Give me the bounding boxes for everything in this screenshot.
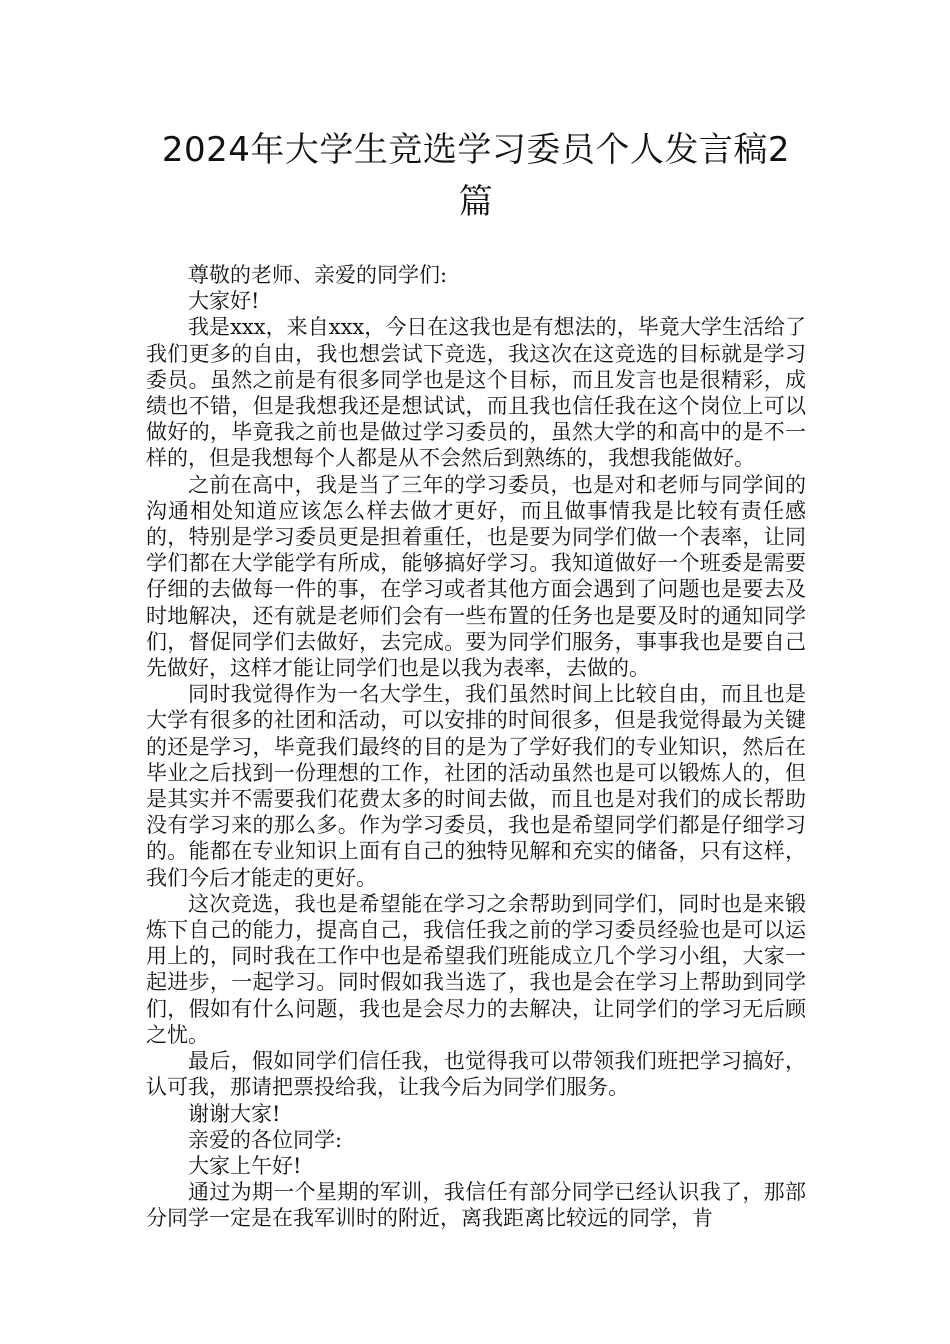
closing-thanks: 谢谢大家! [188, 1101, 281, 1126]
body-paragraph: 最后，假如同学们信任我，也觉得我可以带领我们班把学习搞好，认可我，那请把票投给我，让我今后为同学们服务。 [146, 1049, 806, 1100]
body-paragraph: 同时我觉得作为一名大学生，我们虽然时间上比较自由，而且也是大学有很多的社团和活动，可以安排的时间很多，但是我觉得最为关键的还是学习，毕竟我们最终的目的是为了学好我们的专业知识，然后在毕业之后找到一份理想的工作，社团的活动虽然也是可以锻炼人的，但是其实并不需要我们花费太多的时间去做，而且也是对我们的成长帮助没有学习来的那么多。作为学习委员，我也是希望同学们都是仔细学习的。能都在专业知识上面有自己的独特见解和充实的储备，只有这样，我们今后才能走的更好。 [146, 682, 806, 890]
salutation: 尊敬的老师、亲爱的同学们: [188, 263, 448, 287]
body-paragraph: 通过为期一个星期的军训，我信任有部分同学已经认识我了，那部分同学一定是在我军训时的附近，离我距离比较远的同学，肯 [146, 1180, 806, 1231]
document-body [146, 262, 806, 1232]
greeting: 大家好! [188, 289, 260, 314]
salutation: 亲爱的各位同学: [188, 1127, 343, 1152]
body-paragraph: 我是xxx，来自xxx，今日在这我也是有想法的，毕竟大学生活给了我们更多的自由，我也想尝试下竞选，我这次在这竞选的目标就是学习委员。虽然之前是有很多同学也是这个目标，而且发言也是很精彩，成绩也不错，但是我想我还是想试试，而且我也信任我在这个岗位上可以做好的，毕竟我之前也是做过学习委员的，虽然大学的和高中的是不一样的，但是我想每个人都是从不会然后到熟练的，我想我能做好。 [146, 315, 806, 471]
body-paragraph: 之前在高中，我是当了三年的学习委员，也是对和老师与同学间的沟通相处知道应该怎么样去做才更好，而且做事情我是比较有责任感的，特别是学习委员更是担着重任，也是要为同学们做一个表率，让同学们都在大学能学有所成，能够搞好学习。我知道做好一个班委是需要仔细的去做每一件的事，在学习或者其他方面会遇到了问题也是要去及时地解决，还有就是老师们会有一些布置的任务也是要及时的通知同学们，督促同学们去做好，去完成。要为同学们服务，事事我也是要自己先做好，这样才能让同学们也是以我为表率，去做的。 [146, 472, 806, 681]
document-title: 2024年大学生竞选学习委员个人发言稿2篇 [161, 130, 791, 222]
document-page [146, 0, 806, 1232]
body-paragraph: 这次竞选，我也是希望能在学习之余帮助到同学们，同时也是来锻炼下自己的能力，提高自己，我信任我之前的学习委员经验也是可以运用上的，同时我在工作中也是希望我们班能成立几个学习小组，大家一起进步，一起学习。同时假如我当选了，我也是会在学习上帮助到同学们，假如有什么问题，我也是会尽力的去解决，让同学们的学习无后顾之忧。 [146, 891, 806, 1047]
greeting: 大家上午好! [188, 1153, 302, 1178]
